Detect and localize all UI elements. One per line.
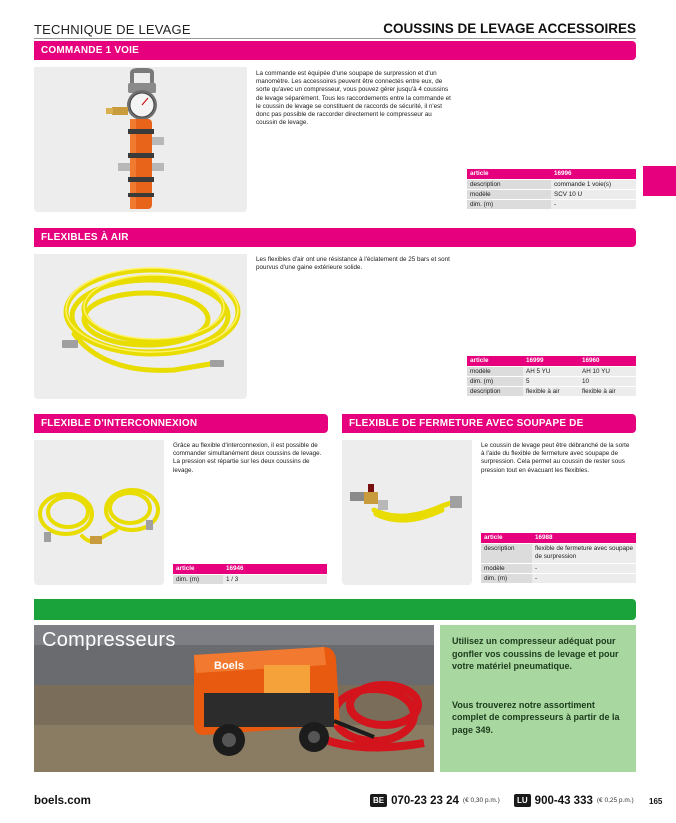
table-cell: - — [532, 563, 636, 573]
table-cell: dim. (m) — [481, 573, 532, 583]
page-title: COUSSINS DE LEVAGE ACCESSOIRES — [383, 21, 636, 36]
spec-table-interconnexion — [173, 564, 327, 585]
section-title-interconnexion: FLEXIBLE D'INTERCONNEXION — [41, 418, 198, 429]
table-header-cell: 16960 — [579, 356, 636, 366]
section-bar-commande — [34, 41, 636, 60]
product-photo-commande — [34, 67, 247, 212]
compressor-info-box — [440, 625, 636, 772]
table-cell: dim. (m) — [467, 376, 523, 386]
country-code-lu: LU — [514, 794, 531, 807]
page-number: 165 — [649, 797, 663, 806]
compressor-photo-title: Compresseurs — [42, 629, 176, 651]
section-label: TECHNIQUE DE LEVAGE — [34, 22, 191, 37]
table-header-cell: 16999 — [523, 356, 579, 366]
table-header-cell: article — [481, 533, 532, 543]
compressor-text-1: Utilisez un compresseur adéquat pour gonfler vos coussins de levage et pour votre matériel pneumatique. — [452, 636, 619, 671]
section-bar-compresseurs — [34, 599, 636, 620]
description-fermeture: Le coussin de levage peut être débranché de la sorte à l'aide du flexible de fermeture avec soupape de surpression. Cela permet au coussin de rester sous pression tout en évacuant les flexibles. — [481, 442, 630, 474]
spec-table-fermeture — [481, 533, 636, 584]
table-cell: AH 5 YU — [523, 366, 579, 376]
section-bar-fermeture — [342, 414, 636, 433]
table-cell: flexible de fermeture avec soupape de surpression — [532, 543, 636, 563]
country-code-be: BE — [370, 794, 387, 807]
website-link[interactable]: boels.com — [34, 795, 91, 807]
description-flexibles: Les flexibles d'air ont une résistance à l'éclatement de 25 bars et sont pourvus d'une gaine extérieure solide. — [256, 256, 450, 272]
table-cell: modèle — [467, 189, 551, 199]
spec-table-commande — [467, 169, 636, 210]
table-cell: - — [551, 199, 636, 209]
table-cell: commande 1 voie(s) — [551, 179, 636, 189]
table-cell: 10 — [579, 376, 636, 386]
air-hose-icon — [34, 254, 247, 399]
spec-table-flexibles — [467, 356, 636, 397]
table-header-cell: article — [173, 564, 223, 574]
table-header-cell: article — [467, 356, 523, 366]
section-bar-flexibles — [34, 228, 636, 247]
table-header-cell: 16988 — [532, 533, 636, 543]
table-cell: modèle — [481, 563, 532, 573]
call-cost-be: (€ 0,30 p.m.) — [462, 797, 500, 804]
phone-belgium[interactable] — [370, 794, 500, 807]
air-hose-icon — [34, 440, 164, 585]
table-cell: flexible à air — [523, 386, 579, 396]
chapter-tab-marker — [643, 166, 676, 196]
description-interconnexion: Grâce au flexible d'interconnexion, il est possible de commander simultanément deux coussins de levage. La pression est répartie sur les deux coussins de levage. — [173, 442, 322, 474]
pressure-gauge-icon — [34, 67, 247, 212]
table-cell: description — [467, 386, 523, 396]
section-title-commande: COMMANDE 1 VOIE — [41, 45, 140, 56]
table-cell: description — [467, 179, 551, 189]
table-header-cell: article — [467, 169, 551, 179]
description-commande: La commande est équipée d'une soupape de surpression et d'un manomètre. Les accessoires peuvent être connectés entre eux, de sorte qu'avec un compresseur, vous pouvez gérer jusqu'à 4 coussins de levage séparément. Tous les raccordements entre la commande et le coussin de levage se constituent de raccords de sécurité, il n'est donc pas possible de raccorder directement le compresseur au coussin de levage. — [256, 70, 451, 127]
table-header-cell: 16996 — [551, 169, 636, 179]
phone-number-lu: 900-43 333 — [534, 794, 593, 807]
header-divider — [34, 38, 636, 39]
product-photo-flexibles — [34, 254, 247, 399]
call-cost-lu: (€ 0,25 p.m.) — [596, 797, 634, 804]
compressor-brand: Boels — [214, 660, 244, 672]
table-cell: AH 10 YU — [579, 366, 636, 376]
compressor-photo — [34, 625, 434, 772]
product-photo-fermeture — [342, 440, 472, 585]
compressor-text-2: Vous trouverez notre assortiment complet de compresseurs à partir de la page 349. — [452, 699, 620, 735]
product-photo-interconnexion — [34, 440, 164, 585]
table-cell: 5 — [523, 376, 579, 386]
table-cell: modèle — [467, 366, 523, 376]
table-cell: SCV 10 U — [551, 189, 636, 199]
air-hose-icon — [342, 440, 472, 585]
table-cell: flexible à air — [579, 386, 636, 396]
phone-number-be: 070-23 23 24 — [391, 794, 459, 807]
section-title-fermeture: FLEXIBLE DE FERMETURE AVEC SOUPAPE DE — [349, 418, 584, 429]
section-title-flexibles: FLEXIBLES À AIR — [41, 232, 129, 243]
section-bar-interconnexion — [34, 414, 328, 433]
table-cell: dim. (m) — [467, 199, 551, 209]
table-cell: 1 / 3 — [223, 574, 327, 584]
table-cell: description — [481, 543, 532, 563]
table-cell: dim. (m) — [173, 574, 223, 584]
phone-luxembourg[interactable] — [514, 794, 634, 807]
table-cell: - — [532, 573, 636, 583]
table-header-cell: 16946 — [223, 564, 327, 574]
